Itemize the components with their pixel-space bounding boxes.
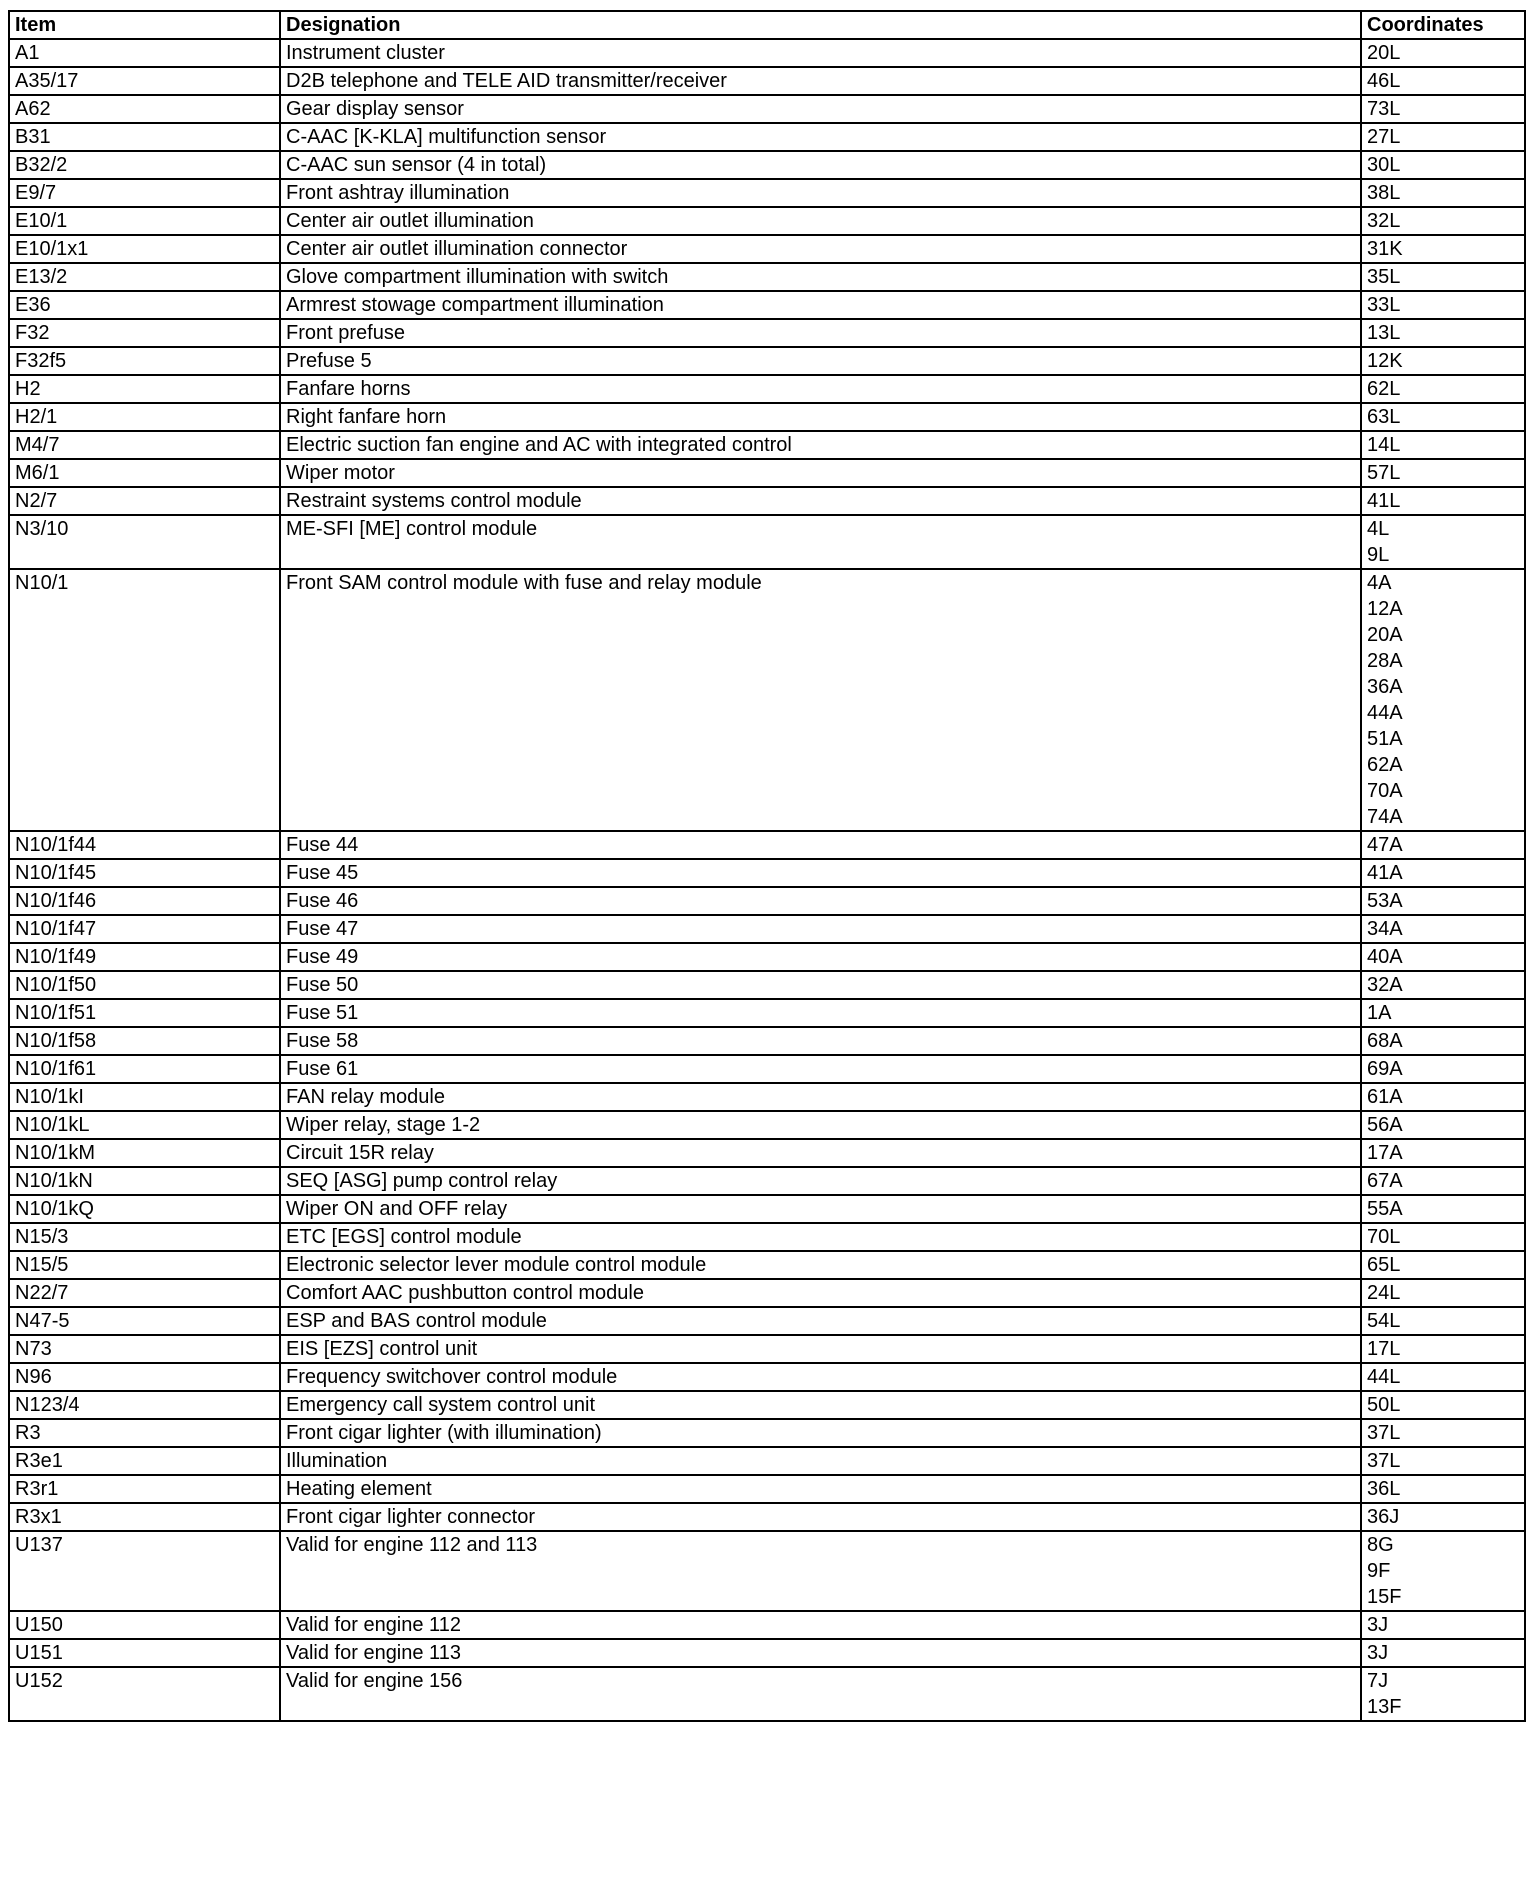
coordinates-cell: 44L — [1361, 1363, 1525, 1391]
designation-cell: Valid for engine 112 and 113 — [280, 1531, 1361, 1611]
table-row — [9, 1111, 1525, 1139]
table-row — [9, 999, 1525, 1027]
designation-cell: Front cigar lighter (with illumination) — [280, 1419, 1361, 1447]
item-cell: U137 — [9, 1531, 280, 1611]
designation-cell: Front prefuse — [280, 319, 1361, 347]
designation-cell: Heating element — [280, 1475, 1361, 1503]
item-cell: N10/1f61 — [9, 1055, 280, 1083]
item-cell: B32/2 — [9, 151, 280, 179]
item-cell: N15/5 — [9, 1251, 280, 1279]
table-row — [9, 971, 1525, 999]
item-cell: F32 — [9, 319, 280, 347]
coordinates-cell: 3J — [1361, 1611, 1525, 1639]
coordinates-cell: 54L — [1361, 1307, 1525, 1335]
coordinates-cell: 36L — [1361, 1475, 1525, 1503]
item-cell: E10/1x1 — [9, 235, 280, 263]
table-row — [9, 1391, 1525, 1419]
coordinates-cell: 41A — [1361, 859, 1525, 887]
coordinates-cell: 46L — [1361, 67, 1525, 95]
designation-cell: Wiper relay, stage 1-2 — [280, 1111, 1361, 1139]
designation-cell: Fuse 58 — [280, 1027, 1361, 1055]
table-row — [9, 1667, 1525, 1721]
designation-cell: Right fanfare horn — [280, 403, 1361, 431]
coordinates-cell: 36J — [1361, 1503, 1525, 1531]
table-row — [9, 1335, 1525, 1363]
coordinates-cell: 17A — [1361, 1139, 1525, 1167]
item-cell: N10/1f50 — [9, 971, 280, 999]
coordinates-cell: 3J — [1361, 1639, 1525, 1667]
table-row — [9, 1363, 1525, 1391]
item-cell: N123/4 — [9, 1391, 280, 1419]
designation-cell: Emergency call system control unit — [280, 1391, 1361, 1419]
item-cell: N10/1kN — [9, 1167, 280, 1195]
item-cell: A35/17 — [9, 67, 280, 95]
table-row — [9, 887, 1525, 915]
header-item: Item — [9, 11, 280, 39]
coordinates-cell: 24L — [1361, 1279, 1525, 1307]
item-cell: N15/3 — [9, 1223, 280, 1251]
designation-cell: Frequency switchover control module — [280, 1363, 1361, 1391]
item-cell: A1 — [9, 39, 280, 67]
table-row — [9, 375, 1525, 403]
designation-cell: Fuse 50 — [280, 971, 1361, 999]
table-row — [9, 1475, 1525, 1503]
item-cell: U150 — [9, 1611, 280, 1639]
table-row — [9, 319, 1525, 347]
table-row — [9, 1167, 1525, 1195]
item-cell: N3/10 — [9, 515, 280, 569]
table-row — [9, 291, 1525, 319]
table-row — [9, 431, 1525, 459]
item-cell: R3 — [9, 1419, 280, 1447]
table-body — [9, 39, 1525, 1721]
coordinates-cell: 7J 13F — [1361, 1667, 1525, 1721]
table-row — [9, 1083, 1525, 1111]
header-designation: Designation — [280, 11, 1361, 39]
item-cell: N2/7 — [9, 487, 280, 515]
component-table — [8, 10, 1526, 1722]
coordinates-cell: 73L — [1361, 95, 1525, 123]
table-row — [9, 1503, 1525, 1531]
coordinates-cell: 53A — [1361, 887, 1525, 915]
designation-cell: SEQ [ASG] pump control relay — [280, 1167, 1361, 1195]
item-cell: B31 — [9, 123, 280, 151]
item-cell: N10/1f49 — [9, 943, 280, 971]
coordinates-cell: 8G 9F 15F — [1361, 1531, 1525, 1611]
designation-cell: ETC [EGS] control module — [280, 1223, 1361, 1251]
item-cell: N10/1kQ — [9, 1195, 280, 1223]
coordinates-cell: 4L 9L — [1361, 515, 1525, 569]
designation-cell: Glove compartment illumination with switch — [280, 263, 1361, 291]
item-cell: N10/1f44 — [9, 831, 280, 859]
coordinates-cell: 55A — [1361, 1195, 1525, 1223]
coordinates-cell: 65L — [1361, 1251, 1525, 1279]
table-row — [9, 151, 1525, 179]
coordinates-cell: 37L — [1361, 1447, 1525, 1475]
coordinates-cell: 67A — [1361, 1167, 1525, 1195]
item-cell: N10/1f51 — [9, 999, 280, 1027]
item-cell: N10/1f47 — [9, 915, 280, 943]
coordinates-cell: 34A — [1361, 915, 1525, 943]
designation-cell: Illumination — [280, 1447, 1361, 1475]
coordinates-cell: 35L — [1361, 263, 1525, 291]
table-row — [9, 1447, 1525, 1475]
item-cell: E36 — [9, 291, 280, 319]
coordinates-cell: 61A — [1361, 1083, 1525, 1111]
designation-cell: Valid for engine 112 — [280, 1611, 1361, 1639]
table-row — [9, 1195, 1525, 1223]
designation-cell: Valid for engine 156 — [280, 1667, 1361, 1721]
designation-cell: D2B telephone and TELE AID transmitter/receiver — [280, 67, 1361, 95]
coordinates-cell: 27L — [1361, 123, 1525, 151]
designation-cell: Armrest stowage compartment illumination — [280, 291, 1361, 319]
designation-cell: Fuse 49 — [280, 943, 1361, 971]
designation-cell: Valid for engine 113 — [280, 1639, 1361, 1667]
item-cell: F32f5 — [9, 347, 280, 375]
table-row — [9, 943, 1525, 971]
designation-cell: Circuit 15R relay — [280, 1139, 1361, 1167]
designation-cell: Center air outlet illumination connector — [280, 235, 1361, 263]
coordinates-cell: 31K — [1361, 235, 1525, 263]
designation-cell: Wiper ON and OFF relay — [280, 1195, 1361, 1223]
item-cell: N10/1kI — [9, 1083, 280, 1111]
table-row — [9, 1531, 1525, 1611]
designation-cell: ME-SFI [ME] control module — [280, 515, 1361, 569]
table-row — [9, 39, 1525, 67]
coordinates-cell: 32A — [1361, 971, 1525, 999]
item-cell: A62 — [9, 95, 280, 123]
designation-cell: Electronic selector lever module control module — [280, 1251, 1361, 1279]
coordinates-cell: 14L — [1361, 431, 1525, 459]
item-cell: M6/1 — [9, 459, 280, 487]
item-cell: R3r1 — [9, 1475, 280, 1503]
table-row — [9, 1027, 1525, 1055]
designation-cell: Front cigar lighter connector — [280, 1503, 1361, 1531]
item-cell: N10/1f46 — [9, 887, 280, 915]
item-cell: N22/7 — [9, 1279, 280, 1307]
table-row — [9, 831, 1525, 859]
table-row — [9, 347, 1525, 375]
coordinates-cell: 69A — [1361, 1055, 1525, 1083]
item-cell: E9/7 — [9, 179, 280, 207]
table-row — [9, 1279, 1525, 1307]
designation-cell: Center air outlet illumination — [280, 207, 1361, 235]
coordinates-cell: 4A 12A 20A 28A 36A 44A 51A 62A 70A 74A — [1361, 569, 1525, 831]
designation-cell: Fuse 44 — [280, 831, 1361, 859]
coordinates-cell: 50L — [1361, 1391, 1525, 1419]
item-cell: N96 — [9, 1363, 280, 1391]
item-cell: N10/1 — [9, 569, 280, 831]
table-row — [9, 1139, 1525, 1167]
designation-cell: Front ashtray illumination — [280, 179, 1361, 207]
header-row — [9, 11, 1525, 39]
coordinates-cell: 32L — [1361, 207, 1525, 235]
coordinates-cell: 68A — [1361, 1027, 1525, 1055]
coordinates-cell: 37L — [1361, 1419, 1525, 1447]
item-cell: H2 — [9, 375, 280, 403]
designation-cell: EIS [EZS] control unit — [280, 1335, 1361, 1363]
table-row — [9, 1223, 1525, 1251]
coordinates-cell: 12K — [1361, 347, 1525, 375]
table-row — [9, 1251, 1525, 1279]
coordinates-cell: 47A — [1361, 831, 1525, 859]
designation-cell: Fuse 45 — [280, 859, 1361, 887]
designation-cell: Wiper motor — [280, 459, 1361, 487]
header-coordinates: Coordinates — [1361, 11, 1525, 39]
item-cell: U151 — [9, 1639, 280, 1667]
designation-cell: FAN relay module — [280, 1083, 1361, 1111]
item-cell: N10/1f45 — [9, 859, 280, 887]
designation-cell: Instrument cluster — [280, 39, 1361, 67]
table-row — [9, 1055, 1525, 1083]
coordinates-cell: 13L — [1361, 319, 1525, 347]
coordinates-cell: 20L — [1361, 39, 1525, 67]
designation-cell: Comfort AAC pushbutton control module — [280, 1279, 1361, 1307]
table-row — [9, 179, 1525, 207]
designation-cell: C-AAC [K-KLA] multifunction sensor — [280, 123, 1361, 151]
item-cell: R3e1 — [9, 1447, 280, 1475]
item-cell: M4/7 — [9, 431, 280, 459]
table-row — [9, 263, 1525, 291]
table-row — [9, 1611, 1525, 1639]
designation-cell: Prefuse 5 — [280, 347, 1361, 375]
designation-cell: ESP and BAS control module — [280, 1307, 1361, 1335]
coordinates-cell: 40A — [1361, 943, 1525, 971]
item-cell: H2/1 — [9, 403, 280, 431]
coordinates-cell: 57L — [1361, 459, 1525, 487]
table-row — [9, 67, 1525, 95]
designation-cell: Gear display sensor — [280, 95, 1361, 123]
table-row — [9, 95, 1525, 123]
coordinates-cell: 33L — [1361, 291, 1525, 319]
table-row — [9, 569, 1525, 831]
designation-cell: Fuse 46 — [280, 887, 1361, 915]
table-row — [9, 515, 1525, 569]
item-cell: R3x1 — [9, 1503, 280, 1531]
table-row — [9, 235, 1525, 263]
item-cell: N73 — [9, 1335, 280, 1363]
coordinates-cell: 56A — [1361, 1111, 1525, 1139]
coordinates-cell: 62L — [1361, 375, 1525, 403]
table-row — [9, 487, 1525, 515]
item-cell: E10/1 — [9, 207, 280, 235]
table-row — [9, 1639, 1525, 1667]
table-row — [9, 859, 1525, 887]
coordinates-cell: 17L — [1361, 1335, 1525, 1363]
coordinates-cell: 1A — [1361, 999, 1525, 1027]
item-cell: N10/1kM — [9, 1139, 280, 1167]
table-row — [9, 915, 1525, 943]
coordinates-cell: 41L — [1361, 487, 1525, 515]
coordinates-cell: 70L — [1361, 1223, 1525, 1251]
designation-cell: Fuse 61 — [280, 1055, 1361, 1083]
coordinates-cell: 30L — [1361, 151, 1525, 179]
item-cell: E13/2 — [9, 263, 280, 291]
designation-cell: Fuse 47 — [280, 915, 1361, 943]
coordinates-cell: 63L — [1361, 403, 1525, 431]
designation-cell: Fanfare horns — [280, 375, 1361, 403]
table-row — [9, 1307, 1525, 1335]
table-row — [9, 403, 1525, 431]
table-row — [9, 1419, 1525, 1447]
item-cell: U152 — [9, 1667, 280, 1721]
designation-cell: Restraint systems control module — [280, 487, 1361, 515]
coordinates-cell: 38L — [1361, 179, 1525, 207]
table-row — [9, 459, 1525, 487]
designation-cell: Electric suction fan engine and AC with integrated control — [280, 431, 1361, 459]
table-row — [9, 123, 1525, 151]
item-cell: N10/1kL — [9, 1111, 280, 1139]
table-row — [9, 207, 1525, 235]
item-cell: N10/1f58 — [9, 1027, 280, 1055]
designation-cell: C-AAC sun sensor (4 in total) — [280, 151, 1361, 179]
item-cell: N47-5 — [9, 1307, 280, 1335]
designation-cell: Fuse 51 — [280, 999, 1361, 1027]
designation-cell: Front SAM control module with fuse and relay module — [280, 569, 1361, 831]
